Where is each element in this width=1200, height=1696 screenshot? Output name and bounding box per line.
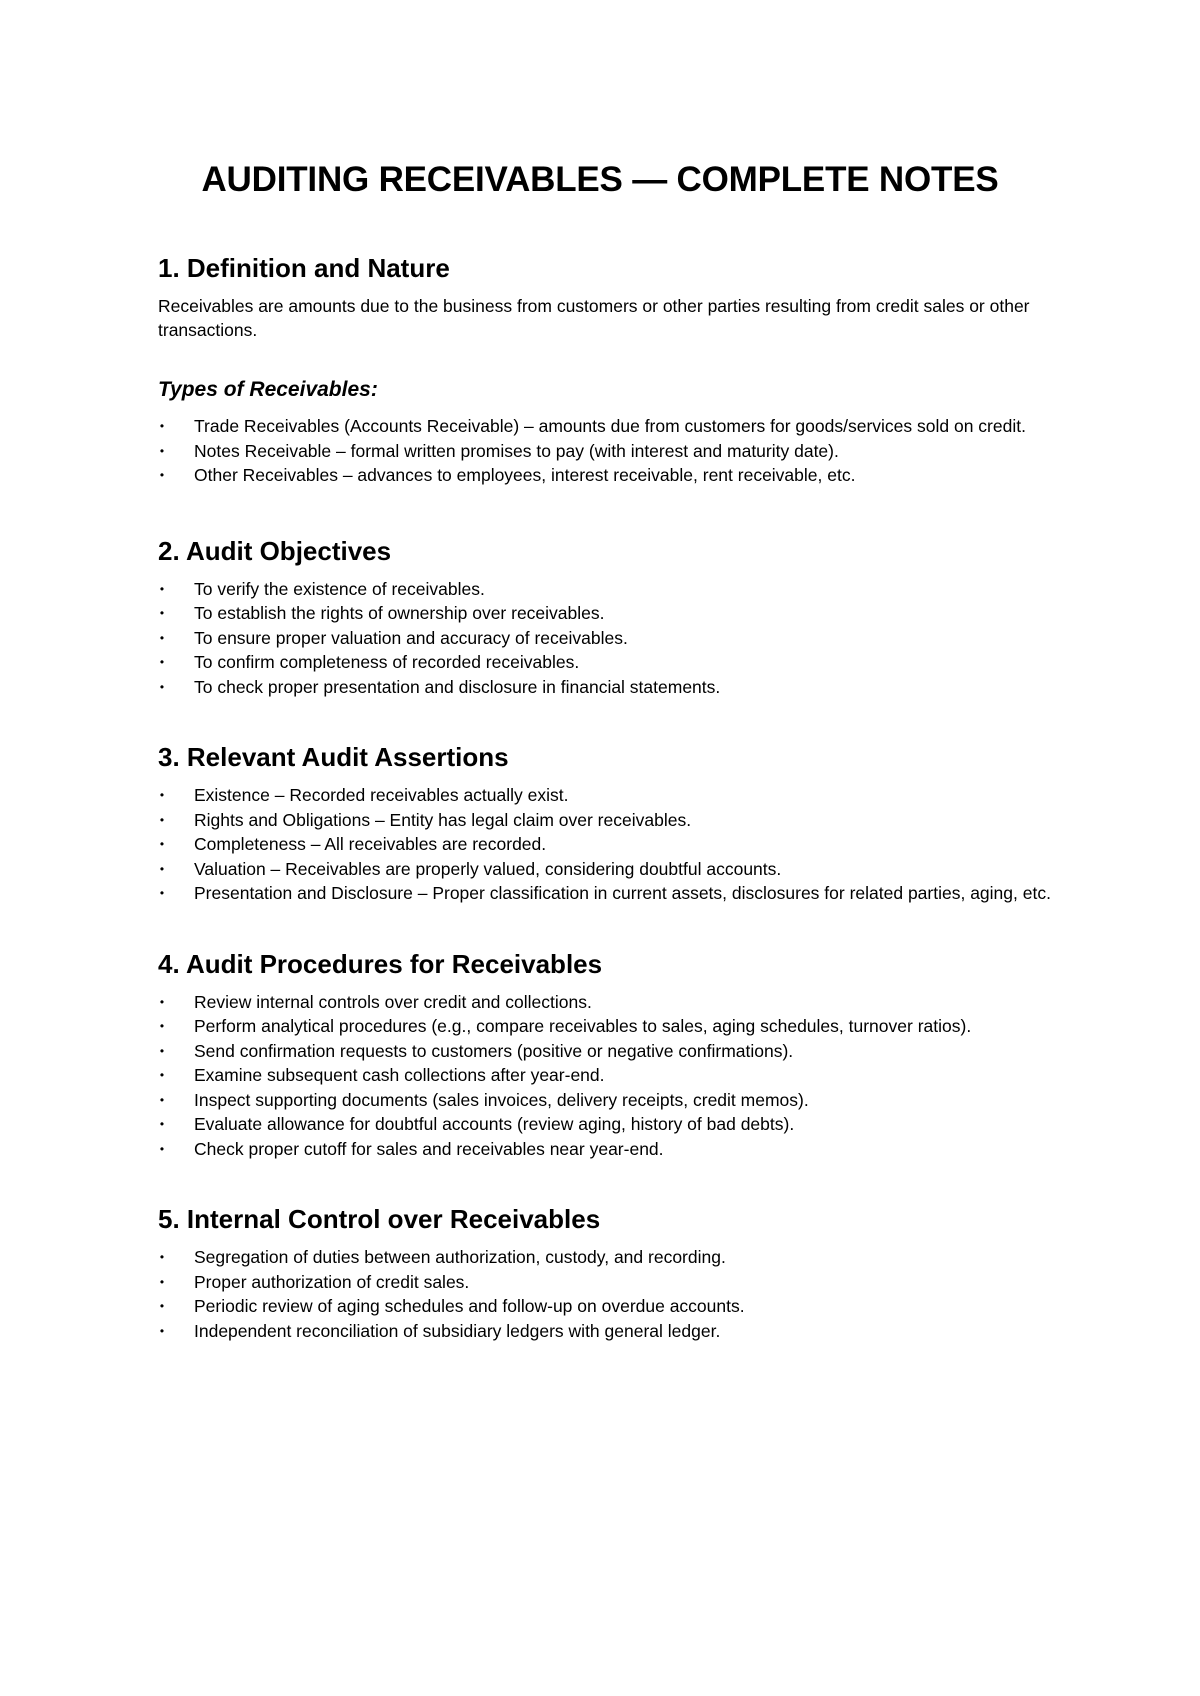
bullet-icon: • <box>159 812 165 827</box>
list-item <box>158 1270 1064 1295</box>
list-item-text: Evaluate allowance for doubtful accounts (review aging, history of bad debts). <box>194 1114 795 1134</box>
section-heading: 5. Internal Control over Receivables <box>158 1204 601 1234</box>
bullet-icon: • <box>159 1092 165 1107</box>
list-item-text: To check proper presentation and disclosure in financial statements. <box>194 676 721 697</box>
list-item-text: To confirm completeness of recorded receivables. <box>194 652 580 672</box>
list-item <box>158 650 1064 675</box>
list-item-text: To ensure proper valuation and accuracy of receivables. <box>194 627 628 648</box>
section-heading: 2. Audit Objectives <box>158 535 392 566</box>
list-item-text: Other Receivables – advances to employees, interest receivable, rent receivable, etc. <box>194 465 856 485</box>
section-internal-control <box>158 1203 1042 1343</box>
list-item-text: Send confirmation requests to customers (positive or negative confirmations). <box>194 1040 794 1061</box>
list-item <box>158 1063 1064 1088</box>
bullet-icon: • <box>159 994 165 1009</box>
bullet-icon: • <box>159 1250 165 1264</box>
list-item <box>158 857 1064 882</box>
bullet-icon: • <box>159 443 165 458</box>
list-item-text: Valuation – Receivables are properly valued, considering doubtful accounts. <box>194 858 782 879</box>
list-item-text: Independent reconciliation of subsidiary ledgers with general ledger. <box>194 1320 721 1341</box>
section-audit-assertions <box>158 741 1051 906</box>
list-item <box>158 1245 1064 1270</box>
list-item <box>158 1112 1064 1137</box>
bullet-icon: • <box>159 1141 165 1156</box>
section-audit-procedures <box>158 948 1042 1162</box>
types-of-receivables-list <box>158 414 1042 488</box>
list-item-text: Check proper cutoff for sales and receivables near year-end. <box>194 1138 664 1159</box>
bullet-icon: • <box>159 1117 165 1131</box>
list-item <box>158 1319 1064 1344</box>
bullet-icon: • <box>159 655 165 669</box>
list-item <box>158 675 1064 700</box>
bullet-icon: • <box>159 606 165 620</box>
list-item-text: Presentation and Disclosure – Proper classification in current assets, disclosures for related parties, aging, etc. <box>194 883 1051 903</box>
bullet-icon: • <box>159 1043 165 1058</box>
bullet-icon: • <box>159 1068 165 1082</box>
section-audit-objectives <box>158 535 1042 700</box>
document-title: AUDITING RECEIVABLES — COMPLETE NOTES <box>201 160 999 199</box>
audit-objectives-list <box>158 577 1042 700</box>
list-item-text: Inspect supporting documents (sales invoices, delivery receipts, credit memos). <box>194 1089 809 1110</box>
list-item <box>158 990 1064 1015</box>
list-item-text: Perform analytical procedures (e.g., compare receivables to sales, aging schedules, turnover ratios). <box>194 1016 972 1036</box>
list-item-text: Proper authorization of credit sales. <box>194 1271 470 1292</box>
bullet-icon: • <box>159 1323 165 1338</box>
list-item <box>158 439 1064 464</box>
bullet-icon: • <box>159 468 165 482</box>
list-item-text: Periodic review of aging schedules and follow-up on overdue accounts. <box>194 1296 745 1316</box>
section-heading: 3. Relevant Audit Assertions <box>158 742 509 772</box>
list-item-text: To establish the rights of ownership over receivables. <box>194 603 605 623</box>
list-item <box>158 1014 1064 1039</box>
list-item <box>158 832 1064 857</box>
list-item-text: Review internal controls over credit and collections. <box>194 991 592 1012</box>
bullet-icon: • <box>159 1299 165 1313</box>
list-item <box>158 808 1064 833</box>
audit-procedures-list <box>158 990 1042 1162</box>
list-item-text: Segregation of duties between authorization, custody, and recording. <box>194 1247 726 1267</box>
bullet-icon: • <box>159 1019 165 1033</box>
bullet-icon: • <box>159 1274 165 1289</box>
list-item-text: Examine subsequent cash collections after year-end. <box>194 1065 605 1085</box>
list-item <box>158 1039 1064 1064</box>
list-item <box>158 414 1064 439</box>
list-item <box>158 463 1064 488</box>
list-item <box>158 1137 1064 1162</box>
list-item <box>158 783 1064 808</box>
definition-paragraph: Receivables are amounts due to the business from customers or other parties resulting from credit sales or other transactions. <box>158 296 1030 340</box>
list-item <box>158 1088 1064 1113</box>
bullet-icon: • <box>159 419 165 433</box>
section-heading: 1. Definition and Nature <box>158 253 450 283</box>
list-item-text: Existence – Recorded receivables actually exist. <box>194 785 569 805</box>
section-definition-and-nature <box>158 252 1042 488</box>
list-item <box>158 1294 1064 1319</box>
list-item-text: Notes Receivable – formal written promises to pay (with interest and maturity date). <box>194 440 839 461</box>
bullet-icon: • <box>159 581 165 596</box>
list-item <box>158 626 1064 651</box>
list-item-text: To verify the existence of receivables. <box>194 578 485 599</box>
bullet-icon: • <box>159 788 165 802</box>
list-item-text: Trade Receivables (Accounts Receivable) – amounts due from customers for goods/services sold on credit. <box>194 416 1026 436</box>
bullet-icon: • <box>159 886 165 900</box>
types-subheading: Types of Receivables: <box>158 378 378 401</box>
bullet-icon: • <box>159 679 165 694</box>
list-item <box>158 601 1064 626</box>
list-item-text: Completeness – All receivables are recorded. <box>194 834 547 854</box>
section-heading: 4. Audit Procedures for Receivables <box>158 948 603 979</box>
bullet-icon: • <box>159 630 165 645</box>
list-item <box>158 577 1064 602</box>
bullet-icon: • <box>159 837 165 851</box>
internal-control-list <box>158 1245 1042 1343</box>
list-item-text: Rights and Obligations – Entity has legal claim over receivables. <box>194 809 692 830</box>
audit-assertions-list <box>158 783 1051 906</box>
bullet-icon: • <box>159 861 165 876</box>
list-item <box>158 881 1064 906</box>
